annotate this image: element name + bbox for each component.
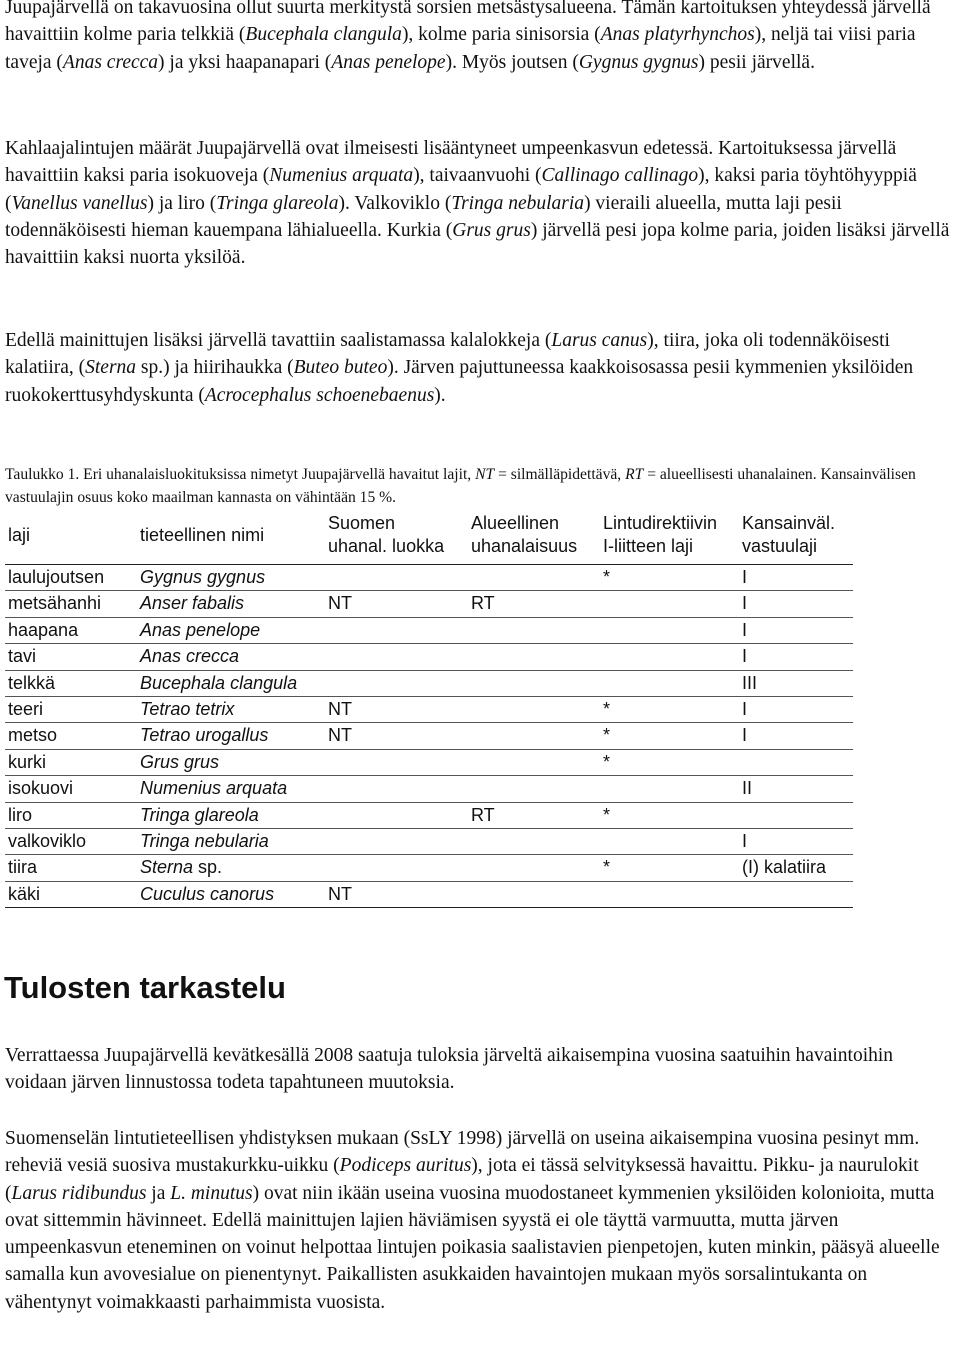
table-caption bbox=[5, 464, 955, 509]
cell-international-responsibility: II bbox=[742, 778, 753, 799]
cell-international-responsibility: I bbox=[742, 725, 748, 746]
header-regional-status bbox=[471, 512, 577, 558]
scientific-name: Numenius arquata bbox=[140, 778, 288, 799]
paragraph-comparison bbox=[5, 1042, 955, 1097]
text-run: ). Myös joutsen ( bbox=[445, 51, 579, 73]
species-name: Vanellus vanellus bbox=[11, 192, 148, 214]
species-name: Bucephala clangula bbox=[245, 24, 402, 46]
cell-scientific-name bbox=[140, 697, 234, 722]
cell-bird-directive: * bbox=[603, 804, 611, 825]
cell-laji: valkoviklo bbox=[8, 830, 87, 851]
cell-regional-status: RT bbox=[471, 593, 495, 614]
text-run: ), jota ei tässä selvityksessä havaittu. Pikku- ja naurulokit ( bbox=[5, 1155, 919, 1204]
table-row bbox=[5, 776, 853, 802]
text-run: ). bbox=[434, 384, 446, 406]
table-row bbox=[5, 671, 853, 697]
cell-international-responsibility: I bbox=[742, 698, 748, 719]
text-run: Juupajärvellä on takavuosina ollut suurta merkitystä sorsien metsästysalueena. Tämän kartoituksen yhteydessä järvellä havaittiin kolme paria telkkiä ( bbox=[5, 0, 931, 46]
cell-regional-status: RT bbox=[471, 804, 495, 825]
scientific-name: Tetrao urogallus bbox=[140, 725, 269, 746]
scientific-name: Gygnus gygnus bbox=[140, 567, 266, 587]
scientific-suffix: sp. bbox=[193, 857, 223, 878]
table-row bbox=[5, 723, 853, 749]
scientific-name: Tringa glareola bbox=[140, 804, 259, 825]
header-international-responsibility bbox=[742, 512, 835, 558]
abbreviation: NT bbox=[475, 466, 495, 483]
text-run: ja bbox=[146, 1182, 171, 1204]
species-name: Anas penelope bbox=[331, 51, 446, 73]
text-run: Kahlaajalintujen määrät Juupajärvellä ovat ilmeisesti lisääntyneet umpeenkasvun edetessä. Kartoituksessa järvellä havaittiin kaksi paria isokuoveja ( bbox=[5, 138, 897, 187]
table-row bbox=[5, 855, 853, 881]
cell-laji: kurki bbox=[8, 751, 47, 772]
cell-scientific-name bbox=[140, 750, 219, 775]
text-run: ), kaksi paria töyhtöhyyppiä ( bbox=[5, 165, 917, 214]
species-name: Larus canus bbox=[551, 330, 648, 351]
scientific-name: Anas crecca bbox=[140, 646, 240, 667]
species-table bbox=[5, 512, 853, 908]
scientific-name: Tetrao tetrix bbox=[140, 698, 235, 719]
cell-finnish-status: NT bbox=[328, 593, 352, 614]
text-run: ). Järven pajuttuneessa kaakkoisosassa pesii kymmenien yksilöiden ruokokerttusyhdyskunta ( bbox=[5, 357, 914, 406]
cell-finnish-status: NT bbox=[328, 883, 352, 904]
header-bird-directive bbox=[603, 512, 717, 558]
scientific-name: Sterna bbox=[140, 857, 194, 878]
cell-laji: teeri bbox=[8, 698, 44, 719]
table-row bbox=[5, 565, 853, 591]
cell-scientific-name bbox=[140, 776, 287, 801]
table-row bbox=[5, 697, 853, 723]
cell-laji: metso bbox=[8, 725, 58, 746]
header-line: uhanalaisuus bbox=[471, 536, 578, 556]
text-run: ), kolme paria sinisorsia ( bbox=[401, 24, 601, 46]
header-line: Lintudirektiivin bbox=[603, 513, 718, 533]
species-name: Podiceps auritus bbox=[339, 1155, 472, 1177]
species-name: Grus grus bbox=[452, 219, 531, 241]
species-name: Anas platyrhynchos bbox=[600, 24, 755, 46]
paragraph-ducks bbox=[5, 0, 955, 76]
cell-bird-directive: * bbox=[603, 567, 611, 587]
section-heading: Tulosten tarkastelu bbox=[4, 970, 286, 1005]
table-header bbox=[5, 512, 853, 565]
cell-bird-directive: * bbox=[603, 751, 611, 772]
paragraph-waders bbox=[5, 135, 955, 271]
abbreviation: RT bbox=[625, 466, 644, 483]
cell-laji: isokuovi bbox=[8, 778, 74, 799]
header-line: Suomen bbox=[328, 513, 396, 533]
cell-scientific-name bbox=[140, 644, 239, 669]
species-name: Gygnus gygnus bbox=[578, 51, 699, 73]
cell-bird-directive: * bbox=[603, 698, 611, 719]
text-run: ), neljä tai viisi paria taveja ( bbox=[5, 24, 916, 73]
scientific-name: Grus grus bbox=[140, 751, 220, 772]
header-laji: laji bbox=[8, 525, 31, 545]
text-run: ) vieraili alueella, mutta laji pesii todennäköisesti hieman kauempana lähialueella. Kurkia ( bbox=[5, 192, 842, 241]
cell-scientific-name bbox=[140, 723, 268, 748]
species-name: Sterna bbox=[85, 357, 137, 379]
cell-finnish-status: NT bbox=[328, 698, 352, 719]
text-run: = silmälläpidettävä, bbox=[494, 466, 626, 483]
cell-international-responsibility: I bbox=[742, 593, 748, 614]
text-run: ) järvellä pesi jopa kolme paria, joiden lisäksi järvellä havaittiin kaksi nuorta yksilöä. bbox=[5, 219, 950, 269]
text-run: ) ja liro ( bbox=[147, 192, 217, 214]
cell-scientific-name bbox=[140, 882, 274, 907]
cell-laji: haapana bbox=[8, 619, 79, 640]
scientific-name: Bucephala clangula bbox=[140, 672, 298, 693]
species-name: Callinago callinago bbox=[541, 165, 699, 187]
cell-international-responsibility: I bbox=[742, 646, 748, 667]
paragraph-history bbox=[5, 1125, 955, 1316]
cell-finnish-status: NT bbox=[328, 725, 352, 746]
table-row bbox=[5, 591, 853, 617]
cell-international-responsibility: I bbox=[742, 619, 748, 640]
cell-laji: telkkä bbox=[8, 672, 56, 693]
text-run: ) ja yksi haapanapari ( bbox=[158, 51, 332, 73]
cell-international-responsibility: I bbox=[742, 830, 748, 851]
text-run: ) ovat niin ikään useina vuosina muodostaneet kymmenien yksilöiden kolonioita, mutta ovat sittemmin hävinneet. Edellä mainittujen lajien häviämisen syystä ei ole täyttä varmuutta, mutta järven umpeenkasvun eteneminen on voinut helpottaa lintujen poikasia saalistavien pienpetojen, kuten minkin, pääsyä alueelle samalla kun avovesialue on pienentynyt. Paikallisten asukkaiden havaintojen mukaan myös sorsalintukanta on vähentynyt voimakkaasti parhaimmista vuosista. bbox=[5, 1182, 940, 1313]
cell-scientific-name bbox=[140, 618, 260, 643]
cell-scientific-name bbox=[140, 565, 265, 590]
table-row bbox=[5, 882, 853, 908]
cell-laji: metsähanhi bbox=[8, 593, 102, 614]
cell-scientific-name bbox=[140, 591, 244, 616]
species-name: Buteo buteo bbox=[293, 357, 388, 379]
species-name: L. minutus bbox=[170, 1182, 253, 1204]
cell-scientific-name bbox=[140, 829, 269, 854]
species-name: Tringa nebularia bbox=[451, 192, 585, 214]
text-run: ), tiira, joka oli todennäköisesti kalatiira, ( bbox=[5, 330, 890, 379]
cell-international-responsibility: (I) kalatiira bbox=[742, 857, 827, 878]
cell-laji: liro bbox=[8, 804, 33, 825]
text-run: Suomenselän lintutieteellisen yhdistyksen mukaan (SsLY 1998) järvellä on useina aikaisempina vuosina pesinyt mm. reheviä vesiä suosiva mustakurkku-uikku ( bbox=[5, 1128, 920, 1177]
scientific-name: Anas penelope bbox=[140, 619, 261, 640]
header-finnish-status bbox=[328, 512, 444, 558]
cell-laji: laulujoutsen bbox=[8, 567, 105, 587]
text-run: sp.) ja hiirihaukka ( bbox=[136, 357, 294, 379]
text-run: Verrattaessa Juupajärvellä kevätkesällä 2008 saatuja tuloksia järveltä aikaisempina vuosina saatuihin havaintoihin voidaan järven linnustossa todeta tapahtuneen muutoksia. bbox=[5, 1045, 894, 1094]
cell-scientific-name bbox=[140, 671, 297, 696]
text-run: ). Valkoviklo ( bbox=[338, 192, 452, 214]
header-scientific-name: tieteellinen nimi bbox=[140, 525, 265, 545]
cell-international-responsibility: I bbox=[742, 567, 748, 587]
table-body bbox=[5, 565, 853, 908]
header-line: Alueellinen bbox=[471, 513, 560, 533]
scientific-name: Cuculus canorus bbox=[140, 883, 275, 904]
header-line: uhanal. luokka bbox=[328, 536, 445, 556]
header-line: Kansainväl. bbox=[742, 513, 836, 533]
cell-laji: käki bbox=[8, 883, 41, 904]
cell-scientific-name bbox=[140, 803, 259, 828]
species-name: Larus ridibundus bbox=[11, 1182, 147, 1204]
species-name: Anas crecca bbox=[62, 51, 159, 73]
cell-international-responsibility: III bbox=[742, 672, 758, 693]
header-line: I-liitteen laji bbox=[603, 536, 694, 556]
table-row bbox=[5, 750, 853, 776]
cell-laji: tiira bbox=[8, 857, 38, 878]
table-row bbox=[5, 644, 853, 670]
text-run: = alueellisesti uhanalainen. Kansainvälisen vastuulajin osuus koko maailman kannasta on vähintään 15 %. bbox=[5, 466, 916, 506]
cell-bird-directive: * bbox=[603, 857, 611, 878]
species-name: Tringa glareola bbox=[216, 192, 339, 214]
paragraph-other-birds bbox=[5, 327, 955, 409]
text-run: Edellä mainittujen lisäksi järvellä tavattiin saalistamassa kalalokkeja ( bbox=[5, 330, 552, 351]
table-row bbox=[5, 618, 853, 644]
species-name: Acrocephalus schoenebaenus bbox=[204, 384, 435, 406]
table-row bbox=[5, 829, 853, 855]
species-name: Numenius arquata bbox=[269, 165, 414, 187]
table-row bbox=[5, 803, 853, 829]
cell-bird-directive: * bbox=[603, 725, 611, 746]
scientific-name: Anser fabalis bbox=[140, 593, 245, 614]
text-run: Taulukko 1. Eri uhanalaisluokituksissa nimetyt Juupajärvellä havaitut lajit, bbox=[5, 466, 476, 483]
header-line: vastuulaji bbox=[742, 536, 818, 556]
scientific-name: Tringa nebularia bbox=[140, 830, 269, 851]
text-run: ) pesii järvellä. bbox=[698, 51, 815, 73]
text-run: ), taivaanvuohi ( bbox=[413, 165, 542, 187]
cell-scientific-name bbox=[140, 855, 222, 880]
cell-laji: tavi bbox=[8, 646, 37, 667]
